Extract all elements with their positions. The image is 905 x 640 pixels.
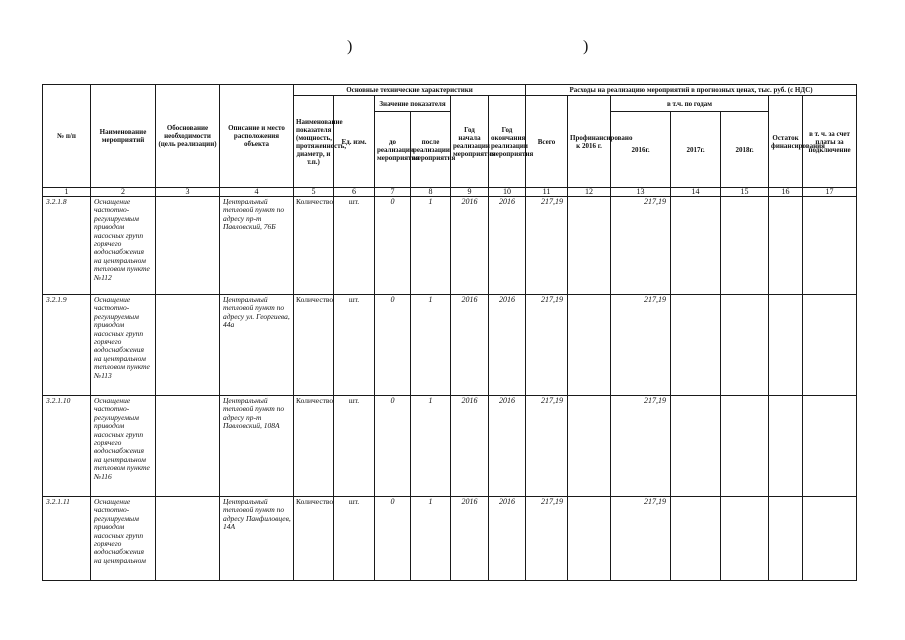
row-fee xyxy=(803,497,857,581)
row-indicator: Количество xyxy=(294,197,334,295)
row-fee xyxy=(803,197,857,295)
column-number: 17 xyxy=(803,188,857,197)
header-group-tech: Основные технические характеристики xyxy=(294,85,526,96)
row-financed xyxy=(568,197,611,295)
row-name: Оснащение частотно-регулируемым приводом насосных групп горячего водоснабжения на центральном тепловом пункте №113 xyxy=(91,295,156,396)
row-unit: шт. xyxy=(334,396,375,497)
column-number: 12 xyxy=(568,188,611,197)
row-financed xyxy=(568,497,611,581)
header-justification: Обоснование необходимости (цель реализации) xyxy=(156,85,220,188)
row-total: 217,19 xyxy=(526,497,568,581)
column-number: 3 xyxy=(156,188,220,197)
row-before: 0 xyxy=(375,497,411,581)
header-group-values: Значение показателя xyxy=(375,96,451,112)
row-name: Оснащение частотно-регулируемым приводом насосных групп горячего водоснабжения на центральном тепловом пункте №116 xyxy=(91,396,156,497)
header-fee: в т. ч. за счет платы за подключение xyxy=(803,96,857,188)
row-before: 0 xyxy=(375,197,411,295)
row-justification xyxy=(156,295,220,396)
row-name: Оснащение частотно-регулируемым приводом насосных групп горячего водоснабжения на центральном тепловом пункте №112 xyxy=(91,197,156,295)
row-financed xyxy=(568,295,611,396)
header-after: после реализации мероприятия xyxy=(411,112,451,188)
row-location: Центральный тепловой пункт по адресу пр-т Павловский, 108А xyxy=(220,396,294,497)
column-number: 15 xyxy=(721,188,769,197)
table-row xyxy=(43,396,857,497)
header-remaining: Остаток финансирования xyxy=(769,96,803,188)
row-fee xyxy=(803,295,857,396)
row-start-year: 2016 xyxy=(451,396,489,497)
row-remaining xyxy=(769,197,803,295)
row-financed xyxy=(568,396,611,497)
row-end-year: 2016 xyxy=(489,396,526,497)
row-number: 3.2.1.8 xyxy=(43,197,91,295)
header-start-year: Год начала реализации мероприятия xyxy=(451,96,489,188)
header-group-years: в т.ч. по годам xyxy=(611,96,769,112)
row-total: 217,19 xyxy=(526,197,568,295)
header-row-1 xyxy=(43,85,857,96)
header-2016: 2016г. xyxy=(611,112,671,188)
row-after: 1 xyxy=(411,197,451,295)
column-numbers-row xyxy=(43,188,857,197)
row-indicator: Количество xyxy=(294,396,334,497)
column-number: 14 xyxy=(671,188,721,197)
row-2016: 217,19 xyxy=(611,497,671,581)
row-before: 0 xyxy=(375,396,411,497)
row-total: 217,19 xyxy=(526,396,568,497)
row-indicator: Количество xyxy=(294,295,334,396)
column-number: 6 xyxy=(334,188,375,197)
table-row xyxy=(43,295,857,396)
row-justification xyxy=(156,396,220,497)
row-end-year: 2016 xyxy=(489,197,526,295)
row-start-year: 2016 xyxy=(451,295,489,396)
header-location: Описание и место расположения объекта xyxy=(220,85,294,188)
row-remaining xyxy=(769,497,803,581)
column-number: 1 xyxy=(43,188,91,197)
column-number: 4 xyxy=(220,188,294,197)
row-end-year: 2016 xyxy=(489,497,526,581)
row-2017 xyxy=(671,295,721,396)
column-number: 10 xyxy=(489,188,526,197)
column-number: 13 xyxy=(611,188,671,197)
row-before: 0 xyxy=(375,295,411,396)
row-2016: 217,19 xyxy=(611,396,671,497)
column-number: 7 xyxy=(375,188,411,197)
row-number: 3.2.1.11 xyxy=(43,497,91,581)
header-group-costs: Расходы на реализацию мероприятий в прогнозных ценах, тыс. руб. (с НДС) xyxy=(526,85,857,96)
row-2017 xyxy=(671,497,721,581)
row-start-year: 2016 xyxy=(451,197,489,295)
row-after: 1 xyxy=(411,396,451,497)
row-after: 1 xyxy=(411,295,451,396)
row-2018 xyxy=(721,396,769,497)
header-name: Наименование мероприятий xyxy=(91,85,156,188)
row-remaining xyxy=(769,295,803,396)
header-2017: 2017г. xyxy=(671,112,721,188)
row-2018 xyxy=(721,197,769,295)
column-number: 8 xyxy=(411,188,451,197)
row-2017 xyxy=(671,197,721,295)
row-justification xyxy=(156,497,220,581)
row-location: Центральный тепловой пункт по адресу ул. Георгиева, 44а xyxy=(220,295,294,396)
row-indicator: Количество xyxy=(294,497,334,581)
header-total: Всего xyxy=(526,96,568,188)
row-2018 xyxy=(721,295,769,396)
row-fee xyxy=(803,396,857,497)
header-2018: 2018г. xyxy=(721,112,769,188)
row-justification xyxy=(156,197,220,295)
header-financed: Профинансировано к 2016 г. xyxy=(568,96,611,188)
page-mark-right: ) xyxy=(583,38,589,55)
row-name: Оснащение частотно-регулируемым приводом насосных групп горячего водоснабжения на центральном xyxy=(91,497,156,581)
column-number: 11 xyxy=(526,188,568,197)
row-2016: 217,19 xyxy=(611,197,671,295)
page-mark-left: ) xyxy=(347,38,353,55)
header-unit: Ед. изм. xyxy=(334,96,375,188)
row-number: 3.2.1.10 xyxy=(43,396,91,497)
row-after: 1 xyxy=(411,497,451,581)
row-unit: шт. xyxy=(334,295,375,396)
row-location: Центральный тепловой пункт по адресу пр-т Павловский, 76Б xyxy=(220,197,294,295)
header-num: № п/п xyxy=(43,85,91,188)
row-2018 xyxy=(721,497,769,581)
column-number: 2 xyxy=(91,188,156,197)
row-number: 3.2.1.9 xyxy=(43,295,91,396)
header-before: до реализации мероприятия xyxy=(375,112,411,188)
header-end-year: Год окончания реализации мероприятия xyxy=(489,96,526,188)
row-unit: шт. xyxy=(334,197,375,295)
row-remaining xyxy=(769,396,803,497)
table-row xyxy=(43,497,857,581)
header-indicator: Наименование показателя (мощность, протяженность, диаметр, и т.п.) xyxy=(294,96,334,188)
column-number: 5 xyxy=(294,188,334,197)
row-2016: 217,19 xyxy=(611,295,671,396)
row-unit: шт. xyxy=(334,497,375,581)
column-number: 16 xyxy=(769,188,803,197)
row-location: Центральный тепловой пункт по адресу Панфиловцев, 14А xyxy=(220,497,294,581)
column-number: 9 xyxy=(451,188,489,197)
row-end-year: 2016 xyxy=(489,295,526,396)
table-row xyxy=(43,197,857,295)
investment-table xyxy=(42,84,857,581)
row-2017 xyxy=(671,396,721,497)
row-start-year: 2016 xyxy=(451,497,489,581)
row-total: 217,19 xyxy=(526,295,568,396)
